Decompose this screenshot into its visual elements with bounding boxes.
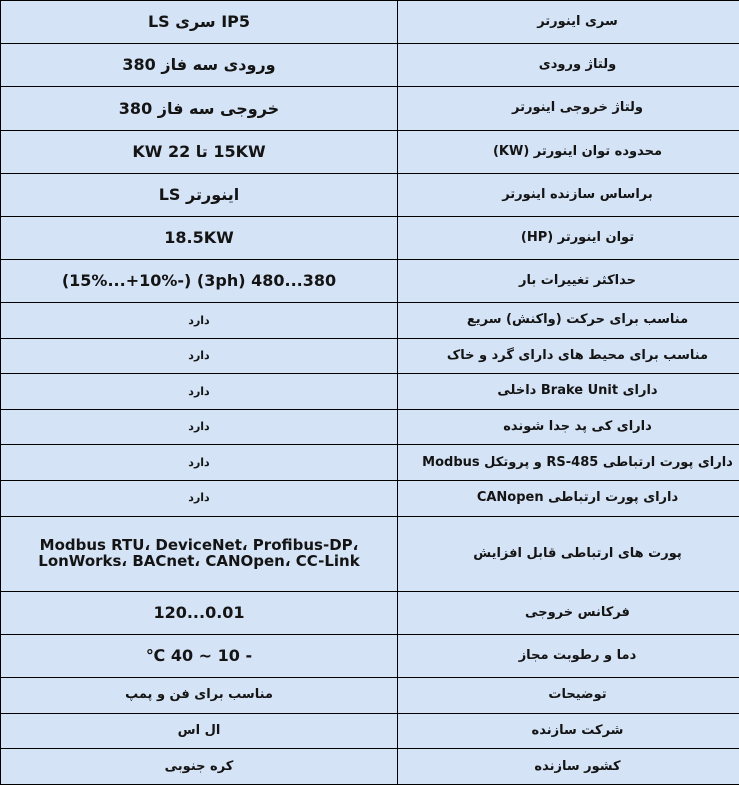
table-row <box>1 87 739 130</box>
row-value: دارد <box>1 338 398 374</box>
table-row <box>1 303 739 339</box>
table-row <box>1 480 739 516</box>
row-label: دما و رطوبت مجاز <box>398 635 739 678</box>
table-row <box>1 173 739 216</box>
table-row <box>1 409 739 445</box>
row-label: محدوده توان اینورتر (KW) <box>398 130 739 173</box>
row-value: دارد <box>1 303 398 339</box>
row-value: 380...480 (3ph) (-15%...+10%) <box>1 260 398 303</box>
table-row <box>1 749 739 785</box>
table-row <box>1 338 739 374</box>
row-label: دارای Brake Unit داخلی <box>398 374 739 410</box>
row-label: دارای پورت ارتباطی RS-485 و پروتکل Modbus <box>398 445 739 481</box>
row-value: Modbus RTU، DeviceNet، Profibus-DP، LonWorks، BACnet، CANOpen، CC-Link <box>1 516 398 591</box>
row-label: توان اینورتر (HP) <box>398 216 739 259</box>
row-value: اینورتر LS <box>1 173 398 216</box>
row-label: حداکثر تغییرات بار <box>398 260 739 303</box>
row-value: 15KW تا 22 KW <box>1 130 398 173</box>
table-row <box>1 591 739 634</box>
table-row <box>1 516 739 591</box>
row-value: - 10 ~ 40 ℃ <box>1 635 398 678</box>
row-label: ولتاژ ورودی <box>398 44 739 87</box>
row-label: پورت های ارتباطی قابل افزایش <box>398 516 739 591</box>
table-row <box>1 635 739 678</box>
row-label: شرکت سازنده <box>398 713 739 749</box>
row-value: کره جنوبی <box>1 749 398 785</box>
row-label: توضیحات <box>398 678 739 714</box>
table-row <box>1 374 739 410</box>
table-row <box>1 445 739 481</box>
row-value: IP5 سری LS <box>1 1 398 44</box>
table-row <box>1 713 739 749</box>
row-value: دارد <box>1 445 398 481</box>
row-label: کشور سازنده <box>398 749 739 785</box>
row-value: 0.01...120 <box>1 591 398 634</box>
table-row <box>1 216 739 259</box>
row-value: دارد <box>1 480 398 516</box>
row-label: براساس سازنده اینورتر <box>398 173 739 216</box>
row-label: مناسب برای محیط های دارای گرد و خاک <box>398 338 739 374</box>
row-label: ولتاژ خروجی اینورتر <box>398 87 739 130</box>
row-label: فرکانس خروجی <box>398 591 739 634</box>
table-row <box>1 678 739 714</box>
row-value: دارد <box>1 374 398 410</box>
row-label: دارای پورت ارتباطی CANopen <box>398 480 739 516</box>
row-label: سری اینورتر <box>398 1 739 44</box>
specifications-table-body <box>1 1 739 785</box>
row-value: مناسب برای فن و پمپ <box>1 678 398 714</box>
table-row <box>1 44 739 87</box>
row-value: 18.5KW <box>1 216 398 259</box>
row-label: دارای کی پد جدا شونده <box>398 409 739 445</box>
table-row <box>1 260 739 303</box>
table-row <box>1 1 739 44</box>
row-value: ال اس <box>1 713 398 749</box>
table-row <box>1 130 739 173</box>
row-value: دارد <box>1 409 398 445</box>
row-value: ورودی سه فاز 380 <box>1 44 398 87</box>
row-value: خروجی سه فاز 380 <box>1 87 398 130</box>
row-label: مناسب برای حرکت (واکنش) سریع <box>398 303 739 339</box>
